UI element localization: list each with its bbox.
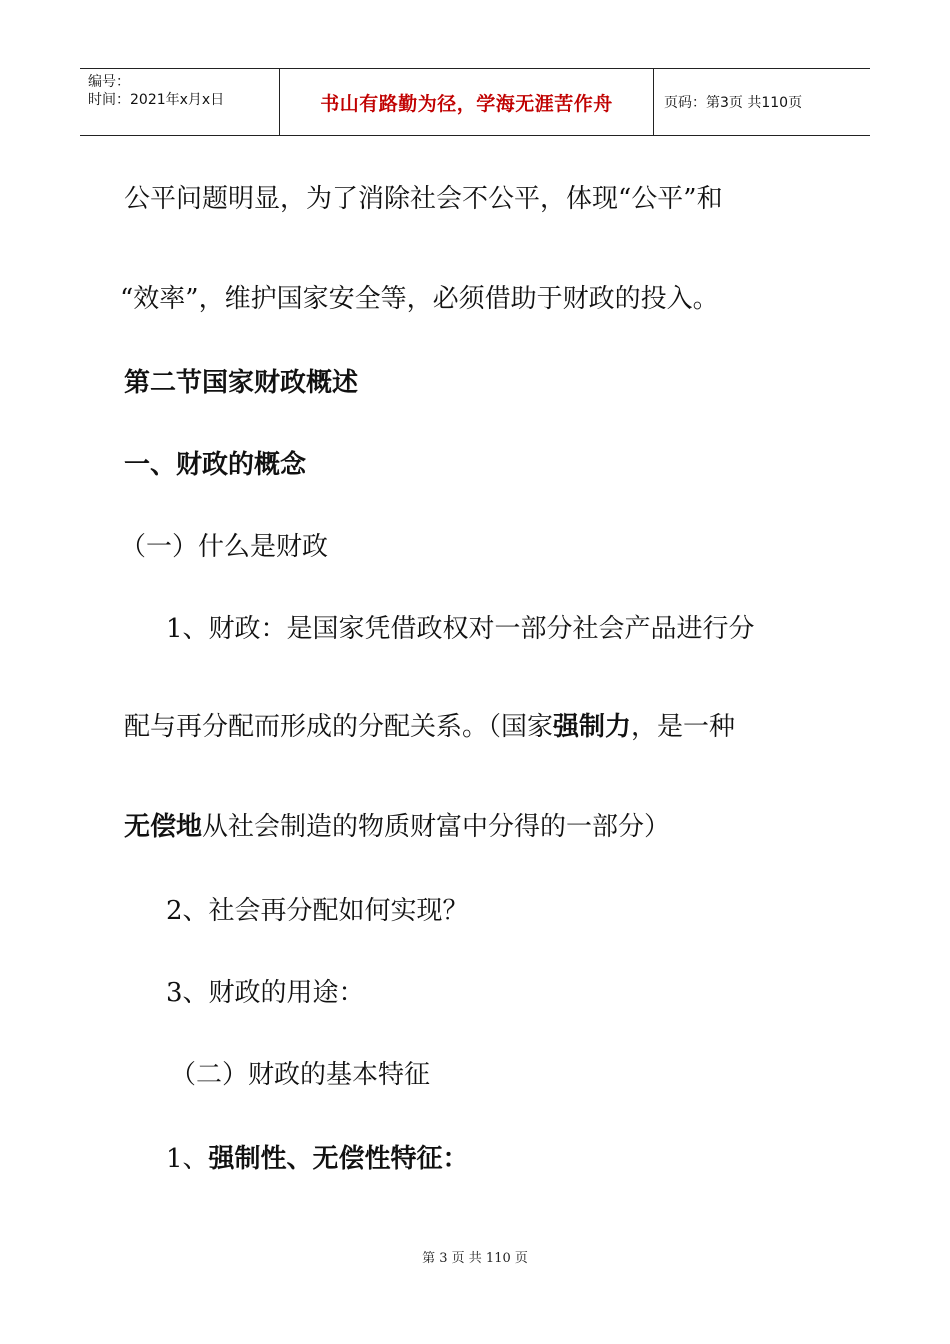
- page-footer: 第 3 页 共 110 页: [422, 1251, 528, 1266]
- bold-text: 无偿地: [124, 812, 203, 842]
- subheading-basic-features: （二）财政的基本特征: [170, 1060, 431, 1090]
- heading-concept: 一、财政的概念: [124, 450, 307, 480]
- paragraph-line: [124, 706, 735, 743]
- header-motto: 书山有路勤为径，学海无涯苦作舟: [280, 69, 654, 135]
- header-page-info: 页码：第3页 共110页: [664, 95, 803, 111]
- header-meta: [80, 69, 280, 135]
- document-date-label: 时间：2021年x月x日: [88, 92, 225, 108]
- text-span: ，是一种: [631, 712, 736, 742]
- list-item-definition: 1、财政：是国家凭借政权对一部分社会产品进行分: [166, 614, 755, 644]
- list-item-redistribution: 2、社会再分配如何实现？: [166, 896, 469, 926]
- subheading-what-is-finance: （一）什么是财政: [120, 532, 329, 562]
- paragraph-line: “效率”，维护国家安全等，必须借助于财政的投入。: [120, 284, 719, 314]
- list-item-uses: 3、财政的用途：: [166, 978, 365, 1008]
- section-title: 第二节国家财政概述: [124, 368, 359, 398]
- paragraph-line: 公平问题明显，为了消除社会不公平，体现“公平”和: [124, 184, 723, 214]
- paragraph-line: [124, 806, 670, 843]
- bold-text: 强制性、无偿性特征：: [208, 1144, 469, 1174]
- list-item-feature: [166, 1138, 469, 1175]
- document-header: [80, 68, 870, 136]
- document-number-label: 编号：: [88, 74, 130, 90]
- text-span: 配与再分配而形成的分配关系。（国家: [124, 712, 554, 742]
- text-span: 1、: [166, 1144, 209, 1174]
- bold-text: 强制力: [553, 712, 632, 742]
- text-span: 从社会制造的物质财富中分得的一部分）: [202, 812, 671, 842]
